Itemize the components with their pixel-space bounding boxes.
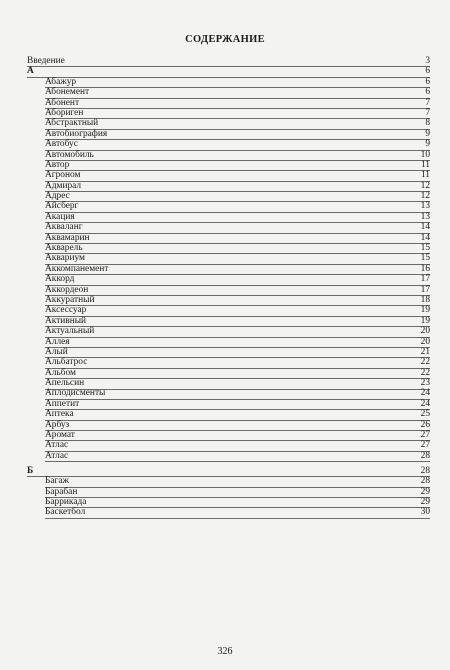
toc-entry-label: Введение [27, 55, 65, 66]
toc-entry-page: 11 [420, 170, 430, 181]
toc-entry-page: 9 [425, 139, 430, 150]
toc-entry-page: 13 [420, 201, 430, 212]
toc-entry-row [45, 327, 430, 337]
toc-entry-row [45, 390, 430, 400]
toc-entry-row [45, 369, 430, 379]
toc-entry-label: Абонент [45, 97, 80, 108]
toc-leader-dots [75, 410, 419, 419]
toc-entry-label: Баррикада [45, 496, 87, 507]
toc-leader-dots [34, 467, 419, 476]
toc-entry-row [45, 338, 430, 348]
toc-entry-label: Агроном [45, 170, 81, 181]
page-number: 326 [217, 646, 233, 657]
toc-entry-row [45, 213, 430, 223]
toc-entry-label: Абстрактный [45, 118, 99, 129]
toc-entry-label: Аплодисменты [45, 388, 106, 399]
toc-leader-dots [79, 202, 419, 211]
toc-entry-label: Аквариум [45, 253, 85, 264]
toc-section-row [27, 67, 430, 77]
toc-entry-row [45, 223, 430, 233]
toc-entry-page: 23 [420, 378, 430, 389]
toc-leader-dots [89, 286, 419, 295]
toc-entry-row [45, 234, 430, 244]
toc-entry-page: 15 [420, 253, 430, 264]
toc-section-row [27, 467, 430, 477]
toc-entry-page: 6 [425, 76, 430, 87]
toc-entry-label: Аксессуар [45, 305, 87, 316]
toc-entry-label: Автомобиль [45, 149, 94, 160]
toc-leader-dots [109, 265, 419, 274]
toc-leader-dots [35, 67, 419, 76]
toc-entry-label: Барабан [45, 486, 78, 497]
toc-entry-row [45, 140, 430, 150]
toc-entry-page: 14 [420, 222, 430, 233]
toc-entry-row [45, 78, 430, 88]
toc-entry-page: 6 [425, 66, 430, 77]
toc-entry-row [45, 358, 430, 368]
toc-leader-dots [69, 348, 419, 357]
toc-leader-dots [69, 441, 419, 450]
toc-entry-label: Актуальный [45, 326, 95, 337]
toc-entry-label: Атлас [45, 450, 69, 461]
toc-entry-page: 7 [425, 97, 430, 108]
toc-leader-dots [87, 317, 419, 326]
toc-leader-dots [84, 109, 419, 118]
toc-entry-row [45, 202, 430, 212]
toc-leader-dots [84, 244, 419, 253]
toc-entry-row [45, 477, 430, 487]
toc-entry-row [45, 130, 430, 140]
toc-entry-row [45, 452, 430, 462]
toc-entry-label: Альбом [45, 367, 76, 378]
toc-leader-dots [106, 390, 419, 399]
toc-entry-page: 10 [420, 149, 430, 160]
toc-entry-row [45, 498, 430, 508]
toc-leader-dots [88, 358, 419, 367]
toc-entry-label: Аллея [45, 336, 70, 347]
toc-entry-page: 17 [420, 284, 430, 295]
toc-entry-label: Активный [45, 315, 87, 326]
toc-entry-label: Аккомпанемент [45, 263, 109, 274]
toc-entry-page: 16 [420, 263, 430, 274]
toc-entry-row [45, 441, 430, 451]
toc-entry-page: 15 [420, 243, 430, 254]
toc-entry-page: 27 [420, 440, 430, 451]
toc-entry-page: 24 [420, 388, 430, 399]
toc-entry-label: Аромат [45, 430, 75, 441]
toc-leader-dots [77, 369, 419, 378]
toc-leader-dots [80, 99, 419, 108]
toc-entry-label: Адмирал [45, 180, 82, 191]
toc-entry-label: Акваланг [45, 222, 83, 233]
toc-entry-label: Автобиография [45, 128, 108, 139]
toc-entry-page: 29 [420, 496, 430, 507]
toc-entry-row [45, 88, 430, 98]
toc-leader-dots [80, 400, 419, 409]
toc-leader-dots [70, 161, 419, 170]
toc-entry-label: Багаж [45, 476, 70, 487]
toc-leader-dots [95, 327, 419, 336]
toc-entry-row [45, 400, 430, 410]
toc-entry-page: 19 [420, 315, 430, 326]
toc-entry-row [45, 317, 430, 327]
toc-entry-label: Аквамарин [45, 232, 90, 243]
toc-leader-dots [78, 488, 419, 497]
toc-entry-page: 19 [420, 305, 430, 316]
toc-leader-dots [81, 171, 419, 180]
toc-entry-page: 18 [420, 294, 430, 305]
toc-entry-label: Б [27, 465, 34, 476]
toc-entry-label: Апельсин [45, 378, 85, 389]
toc-leader-dots [86, 254, 419, 263]
toc-entry-label: Аккордеон [45, 284, 89, 295]
toc-entry-page: 22 [420, 367, 430, 378]
toc-leader-dots [108, 130, 419, 139]
toc-entry-page: 9 [425, 128, 430, 139]
toc-entry-page: 26 [420, 419, 430, 430]
toc-leader-dots [95, 296, 419, 305]
toc-entry-row [45, 431, 430, 441]
toc-entry-page: 17 [420, 274, 430, 285]
toc-entry-row [45, 286, 430, 296]
toc-entry-row [45, 99, 430, 109]
toc-entry-label: Абажур [45, 76, 77, 87]
toc-entry-row [45, 161, 430, 171]
toc-entry-row [45, 410, 430, 420]
toc-entry-row [45, 244, 430, 254]
table-of-contents [27, 57, 430, 519]
toc-leader-dots [91, 234, 419, 243]
toc-entry-page: 14 [420, 232, 430, 243]
toc-entry-page: 25 [420, 409, 430, 420]
toc-entry-label: Алый [45, 346, 68, 357]
toc-entry-label: Абонемент [45, 87, 90, 98]
toc-leader-dots [79, 140, 419, 149]
toc-entry-label: Альбатрос [45, 357, 88, 368]
toc-entry-page: 22 [420, 357, 430, 368]
toc-entry-row [45, 192, 430, 202]
toc-entry-label: Автобус [45, 139, 78, 150]
toc-entry-label: Акварель [45, 243, 83, 254]
toc-leader-dots [99, 119, 419, 128]
toc-entry-page: 28 [420, 465, 430, 476]
toc-entry-row [45, 348, 430, 358]
toc-leader-dots [66, 57, 419, 66]
toc-leader-dots [87, 498, 419, 507]
toc-entry-page: 20 [420, 326, 430, 337]
toc-entry-page: 29 [420, 486, 430, 497]
toc-entry-row [45, 275, 430, 285]
toc-entry-page: 3 [425, 55, 430, 66]
toc-entry-label: Баскетбол [45, 507, 86, 518]
toc-entry-row [45, 296, 430, 306]
toc-entry-label: Аккуратный [45, 294, 95, 305]
toc-leader-dots [76, 213, 419, 222]
toc-leader-dots [86, 508, 419, 517]
toc-entry-row [45, 421, 430, 431]
page-title: СОДЕРЖАНИЕ [185, 34, 265, 45]
toc-leader-dots [84, 223, 419, 232]
toc-entry-label: Атлас [45, 440, 69, 451]
toc-entry-page: 12 [420, 191, 430, 202]
toc-entry-row [45, 171, 430, 181]
toc-entry-row [45, 306, 430, 316]
toc-leader-dots [82, 182, 419, 191]
toc-entry-page: 24 [420, 398, 430, 409]
toc-entry-page: 7 [425, 107, 430, 118]
toc-entry-label: Акация [45, 211, 75, 222]
toc-entry-page: 30 [420, 507, 430, 518]
toc-entry-page: 27 [420, 430, 430, 441]
toc-entry-page: 21 [420, 346, 430, 357]
toc-leader-dots [71, 192, 419, 201]
toc-entry-label: Адрес [45, 191, 70, 202]
toc-entry-page: 13 [420, 211, 430, 222]
toc-entry-row [45, 109, 430, 119]
toc-entry-label: Айсберг [45, 201, 79, 212]
toc-entry-label: Арбуз [45, 419, 70, 430]
toc-entry-page: 11 [420, 159, 430, 170]
toc-leader-dots [70, 477, 419, 486]
toc-entry-row [45, 182, 430, 192]
toc-leader-dots [69, 452, 419, 461]
toc-leader-dots [71, 338, 419, 347]
toc-entry-page: 12 [420, 180, 430, 191]
toc-entry-label: Аптека [45, 409, 74, 420]
toc-leader-dots [77, 78, 419, 87]
toc-leader-dots [75, 275, 419, 284]
toc-entry-page: 8 [425, 118, 430, 129]
toc-entry-row [45, 151, 430, 161]
toc-entry-row [27, 57, 430, 67]
toc-entry-page: 28 [420, 476, 430, 487]
toc-entry-page: 28 [420, 450, 430, 461]
toc-entry-label: Абориген [45, 107, 84, 118]
toc-entry-label: Аккорд [45, 274, 75, 285]
toc-entry-label: А [27, 66, 34, 77]
toc-leader-dots [70, 421, 419, 430]
toc-entry-row [45, 265, 430, 275]
toc-leader-dots [76, 431, 419, 440]
toc-entry-row [45, 488, 430, 498]
toc-entry-row [45, 508, 430, 518]
toc-leader-dots [90, 88, 419, 97]
toc-entry-label: Автор [45, 159, 70, 170]
toc-entry-label: Аппетит [45, 398, 80, 409]
toc-entry-page: 20 [420, 336, 430, 347]
toc-leader-dots [85, 379, 419, 388]
toc-leader-dots [95, 151, 419, 160]
toc-leader-dots [87, 306, 419, 315]
toc-entry-page: 6 [425, 87, 430, 98]
